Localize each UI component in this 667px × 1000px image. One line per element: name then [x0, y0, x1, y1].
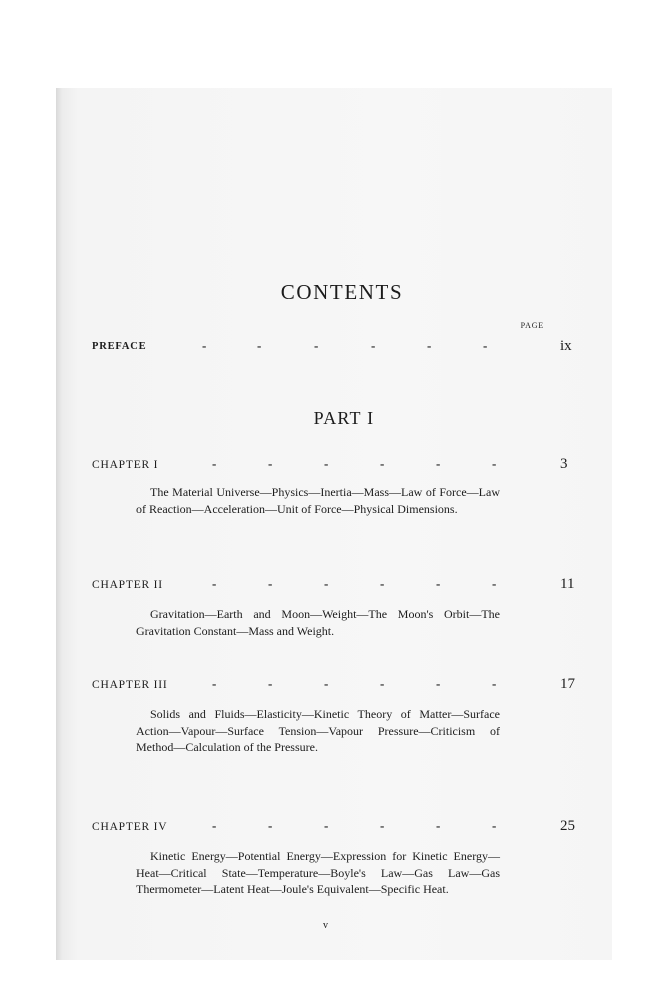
leader-dot: - — [257, 338, 262, 353]
leader-dot: - — [202, 338, 207, 353]
chapter-description: Kinetic Energy—Potential Energy—Expression for Kinetic Energy—Heat—Critical State—Temperature—Boyle's Law—Gas Law—Gas Thermometer—Latent Heat—Joule's Equivalent—Specific Heat. — [136, 849, 500, 896]
leader-dot: - — [380, 576, 385, 591]
leader-dot: - — [212, 676, 217, 691]
leader-dot: - — [427, 338, 432, 353]
leader-dot: - — [268, 576, 273, 591]
toc-label: PREFACE — [92, 341, 147, 352]
chapter-description: The Material Universe—Physics—Inertia—Mass—Law of Force—Law of Reaction—Acceleration—Unit of Force—Physical Dimensions. — [136, 485, 500, 516]
leader-dot: - — [212, 456, 217, 471]
leader-dot: - — [314, 338, 319, 353]
leader-dot: - — [492, 676, 497, 691]
part-heading: PART I — [313, 408, 375, 428]
leader-dot: - — [436, 456, 441, 471]
book-page — [56, 88, 612, 960]
leader-dot: - — [380, 456, 385, 471]
page-folio: v — [323, 920, 328, 931]
leader-dot: - — [324, 456, 329, 471]
leader-dot: - — [268, 818, 273, 833]
toc-label: CHAPTER I — [92, 459, 159, 471]
toc-page-number: 11 — [560, 576, 575, 592]
toc-row-preface[interactable] — [92, 338, 572, 358]
leader-dot: - — [268, 676, 273, 691]
leader-dot: - — [492, 576, 497, 591]
leader-dot: - — [212, 818, 217, 833]
page-column-label: PAGE — [520, 321, 544, 330]
leader-dot: - — [492, 818, 497, 833]
leader-dot: - — [436, 576, 441, 591]
toc-page-number: ix — [560, 338, 572, 354]
leader-dot: - — [436, 676, 441, 691]
toc-label: CHAPTER III — [92, 679, 168, 691]
toc-page-number: 3 — [560, 456, 568, 472]
leader-dot: - — [268, 456, 273, 471]
leader-dot: - — [380, 818, 385, 833]
leader-dot: - — [380, 676, 385, 691]
leader-dot: - — [324, 818, 329, 833]
toc-label: CHAPTER II — [92, 579, 163, 591]
toc-row-chapter-1[interactable] — [92, 456, 568, 476]
toc-page-number: 17 — [560, 676, 575, 692]
leader-dot: - — [492, 456, 497, 471]
contents-heading: CONTENTS — [280, 280, 404, 304]
toc-row-chapter-4[interactable] — [92, 818, 575, 838]
leader-dot: - — [324, 576, 329, 591]
toc-row-chapter-3[interactable] — [92, 676, 575, 696]
leader-dot: - — [483, 338, 488, 353]
leader-dot: - — [436, 818, 441, 833]
toc-label: CHAPTER IV — [92, 821, 168, 833]
leader-dot: - — [371, 338, 376, 353]
leader-dot: - — [212, 576, 217, 591]
toc-row-chapter-2[interactable] — [92, 576, 575, 596]
leader-dot: - — [324, 676, 329, 691]
chapter-description: Gravitation—Earth and Moon—Weight—The Moon's Orbit—The Gravitation Constant—Mass and Weight. — [136, 607, 500, 638]
chapter-description: Solids and Fluids—Elasticity—Kinetic Theory of Matter—Surface Action—Vapour—Surface Tension—Vapour Pressure—Criticism of Method—Calculation of the Pressure. — [136, 707, 500, 754]
toc-page-number: 25 — [560, 818, 575, 834]
